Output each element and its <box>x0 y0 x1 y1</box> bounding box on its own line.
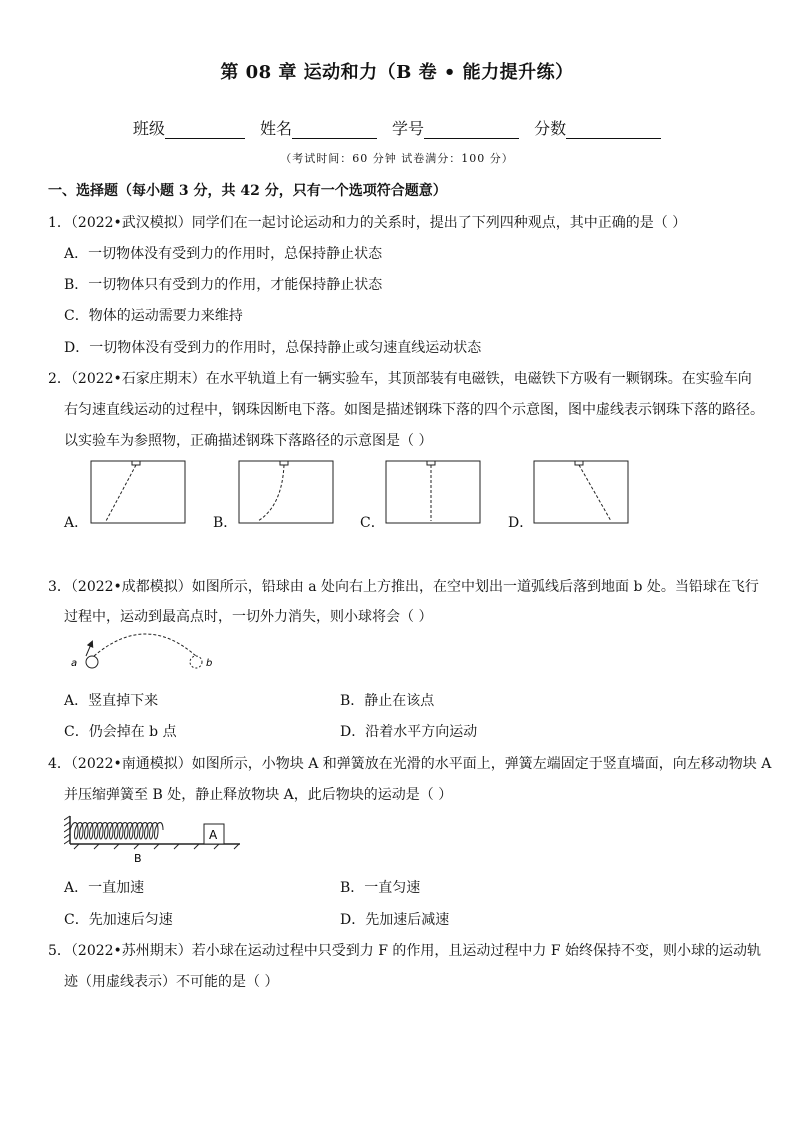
question-1-option-b[interactable]: B．一切物体只有受到力的作用，才能保持静止状态 <box>64 277 383 293</box>
question-3-stem-line-2: 过程中，运动到最高点时，一切外力消失，则小球将会（ ） <box>64 609 433 625</box>
student-info-row <box>0 116 794 139</box>
question-5-stem-line-2: 迹（用虚线表示）不可能的是（ ） <box>64 974 279 990</box>
score-blank[interactable] <box>566 120 661 139</box>
point-a-label: a <box>71 658 78 669</box>
question-4-option-d[interactable]: D．先加速后减速 <box>340 912 450 928</box>
block-a-label: A <box>209 828 218 842</box>
question-3-option-b[interactable]: B．静止在该点 <box>340 693 435 709</box>
question-2-stem-line-2: 右匀速直线运动的过程中，钢珠因断电下落。如图是描述钢珠下落的四个示意图，图中虚线表示钢珠下落的路径。 <box>64 402 764 418</box>
question-4-stem-line-2: 并压缩弹簧至 B 处，静止释放物块 A，此后物块的运动是（ ） <box>64 787 453 803</box>
student-id-label: 学号 <box>392 119 425 138</box>
name-blank[interactable] <box>292 120 377 139</box>
question-2-option-b[interactable]: B． <box>213 515 238 531</box>
point-b-label: b <box>206 658 213 669</box>
page-title: 第 08 章 运动和力（B 卷 • 能力提升练） <box>220 62 574 83</box>
question-2-option-c[interactable]: C． <box>360 515 385 531</box>
question-3-option-c[interactable]: C．仍会掉在 b 点 <box>64 724 177 740</box>
name-label: 姓名 <box>259 119 292 138</box>
question-3-option-d[interactable]: D．沿着水平方向运动 <box>340 724 478 740</box>
spring-diagram <box>64 812 244 866</box>
exam-note: （考试时间：60 分钟 试卷满分：100 分） <box>280 152 514 165</box>
question-3-stem-line-1: 3．（2022•成都模拟）如图所示，铅球由 a 处向右上方推出，在空中划出一道弧线后落到地面 b 处。当铅球在飞行 <box>48 579 759 595</box>
question-5-stem-line-1: 5．（2022•苏州期末）若小球在运动过程中只受到力 F 的作用，且运动过程中力 F 始终保持不变，则小球的运动轨 <box>48 943 762 959</box>
score-label: 分数 <box>534 119 567 138</box>
diagram-d <box>531 456 631 526</box>
question-1-option-d[interactable]: D．一切物体没有受到力的作用时，总保持静止或匀速直线运动状态 <box>64 340 482 356</box>
section-title: 一、选择题（每小题 3 分，共 42 分，只有一个选项符合题意） <box>48 183 447 199</box>
question-1-option-a[interactable]: A．一切物体没有受到力的作用时，总保持静止状态 <box>64 246 383 262</box>
class-blank[interactable] <box>165 120 245 139</box>
diagram-b <box>236 456 336 526</box>
question-4-option-b[interactable]: B．一直匀速 <box>340 880 421 896</box>
question-2-stem-line-1: 2．（2022•石家庄期末）在水平轨道上有一辆实验车，其顶部装有电磁铁，电磁铁下方吸有一颗钢珠。在实验车向 <box>48 371 752 387</box>
question-1-option-c[interactable]: C．物体的运动需要力来维持 <box>64 308 243 324</box>
question-4-option-a[interactable]: A．一直加速 <box>64 880 145 896</box>
class-label: 班级 <box>132 119 165 138</box>
shot-put-diagram <box>64 630 224 678</box>
student-id-blank[interactable] <box>424 120 519 139</box>
diagram-a <box>88 456 188 526</box>
question-4-option-c[interactable]: C．先加速后匀速 <box>64 912 173 928</box>
question-2-option-a[interactable]: A． <box>64 515 89 531</box>
diagram-c <box>383 456 483 526</box>
question-1-stem: 1．（2022•武汉模拟）同学们在一起讨论运动和力的关系时，提出了下列四种观点，其中正确的是（ ） <box>48 215 687 231</box>
question-4-stem-line-1: 4．（2022•南通模拟）如图所示，小物块 A 和弹簧放在光滑的水平面上，弹簧左端固定于竖直墙面，向左移动物块 A <box>48 756 772 772</box>
point-b-label: B <box>134 852 142 865</box>
question-2-option-d[interactable]: D． <box>508 515 534 531</box>
question-2-stem-line-3: 以实验车为参照物，正确描述钢珠下落路径的示意图是（ ） <box>64 433 433 449</box>
question-3-option-a[interactable]: A．竖直掉下来 <box>64 693 159 709</box>
